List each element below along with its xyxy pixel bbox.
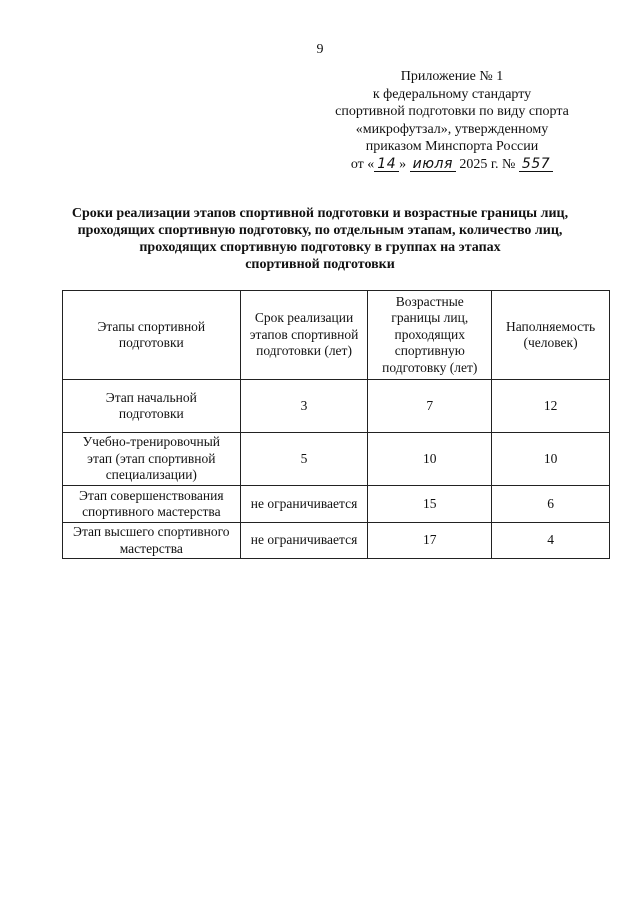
cell-age: 17 <box>368 523 492 559</box>
cell-capacity: 12 <box>492 380 610 433</box>
table-row <box>63 523 610 559</box>
appendix-line-3: спортивной подготовки по виду спорта <box>335 104 569 119</box>
cell-capacity: 4 <box>492 523 610 559</box>
cell-duration: не ограничивается <box>240 486 368 523</box>
header-age: Возрастные границы лиц, проходящих спортивную подготовку (лет) <box>368 291 492 380</box>
date-month: июля <box>410 157 456 172</box>
appendix-line-2: к федеральному стандарту <box>372 86 532 102</box>
appendix-date-line <box>302 156 602 174</box>
cell-age: 7 <box>368 380 492 433</box>
cell-stage: Этап высшего спортивного мастерства <box>63 523 241 559</box>
appendix-line-4: «микрофутзал», утвержденному <box>355 121 549 137</box>
table-row <box>63 380 610 433</box>
stages-table <box>62 290 610 559</box>
title-line-2: проходящих спортивную подготовку, по отдельным этапам, количество лиц, <box>77 223 563 238</box>
table-row <box>63 486 610 523</box>
header-capacity: Наполняемость (человек) <box>492 291 610 380</box>
document-title <box>50 205 590 273</box>
page-number: 9 <box>316 42 324 57</box>
title-line-4: спортивной подготовки <box>245 257 395 272</box>
header-duration: Срок реализации этапов спортивной подготовки (лет) <box>240 291 368 380</box>
cell-age: 10 <box>368 433 492 486</box>
order-number: 557 <box>519 157 553 172</box>
cell-stage: Этап совершенствования спортивного мастерства <box>63 486 241 523</box>
cell-duration: не ограничивается <box>240 523 368 559</box>
table-header-row <box>63 291 610 380</box>
date-prefix: от « <box>350 156 375 172</box>
cell-stage: Учебно-тренировочный этап (этап спортивной специализации) <box>63 433 241 486</box>
appendix-block <box>302 68 602 173</box>
header-stage: Этапы спортивной подготовки <box>63 291 241 380</box>
date-mid: » <box>399 156 407 172</box>
appendix-line-1: Приложение № 1 <box>400 69 504 84</box>
cell-capacity: 10 <box>492 433 610 486</box>
title-line-1: Сроки реализации этапов спортивной подготовки и возрастные границы лиц, <box>71 206 569 221</box>
table-row <box>63 433 610 486</box>
cell-duration: 3 <box>240 380 368 433</box>
appendix-line-5: приказом Минспорта России <box>365 139 539 154</box>
date-day: 14 <box>374 157 399 172</box>
cell-age: 15 <box>368 486 492 523</box>
cell-capacity: 6 <box>492 486 610 523</box>
date-year: 2025 г. № <box>459 156 516 172</box>
cell-duration: 5 <box>240 433 368 486</box>
cell-stage: Этап начальной подготовки <box>63 380 241 433</box>
title-line-3: проходящих спортивную подготовку в группах на этапах <box>139 240 501 255</box>
